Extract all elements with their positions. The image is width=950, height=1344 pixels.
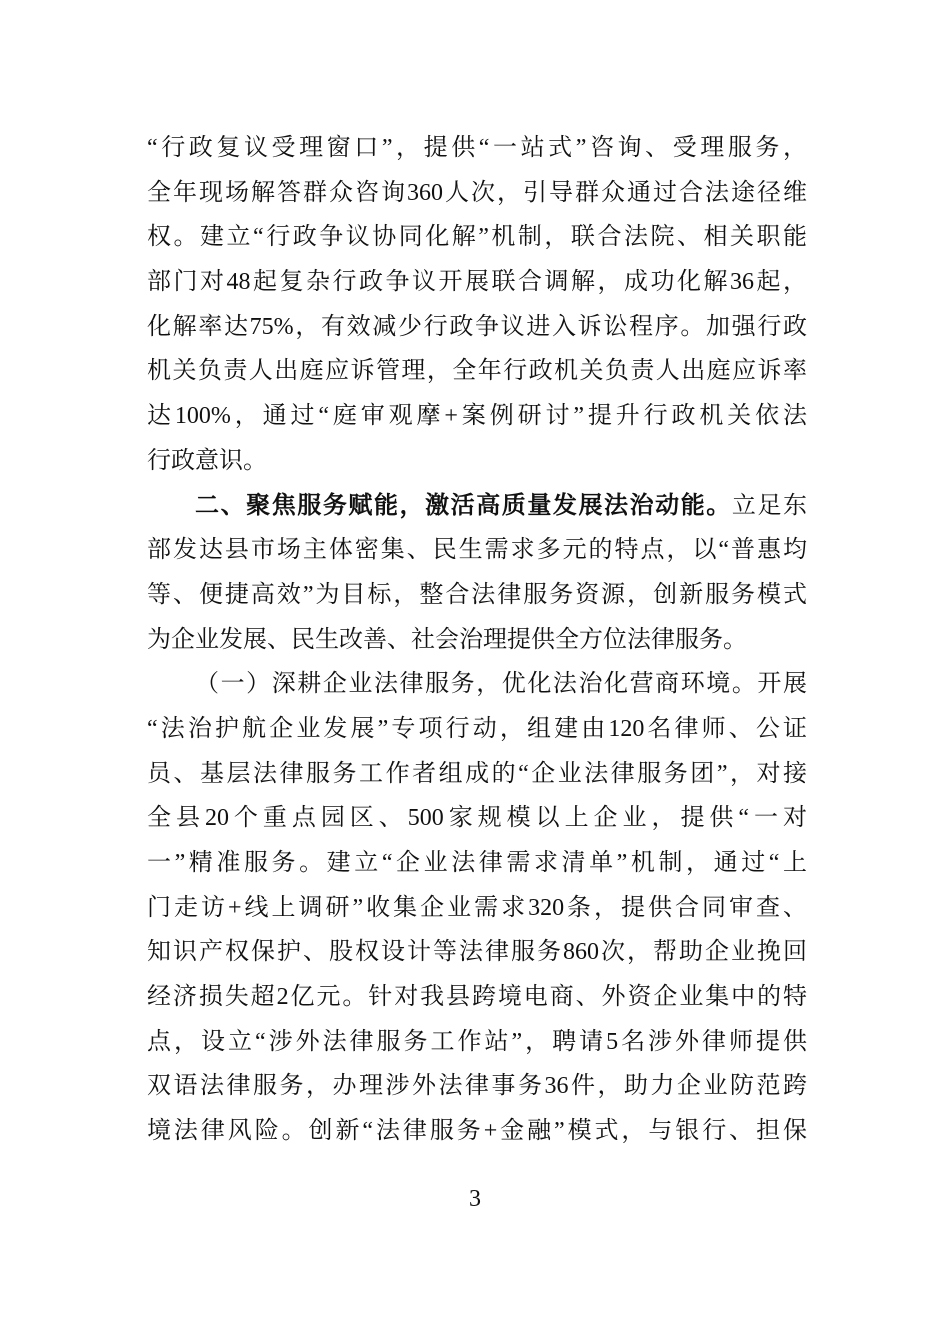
text-line: “行政复议受理窗口”，提供“一站式”咨询、受理服务， bbox=[147, 135, 807, 161]
text-line: 机关负责人出庭应诉管理，全年行政机关负责人出庭应诉率 bbox=[147, 358, 807, 385]
text-line: 等、便捷高效”为目标，整合法律服务资源，创新服务模式 bbox=[147, 581, 807, 608]
text-line: 为企业发展、民生改善、社会治理提供全方位法律服务。 bbox=[147, 626, 747, 653]
text-line: （一）深耕企业法律服务，优化法治化营商环境。开展 bbox=[195, 671, 807, 698]
text-line: 权。建立“行政争议协同化解”机制，联合法院、相关职能 bbox=[147, 224, 807, 251]
text-line: 化解率达75%，有效减少行政争议进入诉讼程序。加强行政 bbox=[147, 313, 807, 340]
text-line: 部发达县市场主体密集、民生需求多元的特点，以“普惠均 bbox=[147, 537, 807, 564]
text-line: 部门对48起复杂行政争议开展联合调解，成功化解36起， bbox=[147, 269, 807, 296]
paragraph-3 bbox=[147, 662, 807, 1154]
document-body bbox=[147, 126, 807, 1154]
text-line: “法治护航企业发展”专项行动，组建由120名律师、公证 bbox=[147, 715, 807, 742]
text-line: 全年现场解答群众咨询360人次，引导群众通过合法途径维 bbox=[147, 179, 807, 206]
text-line: 经济损失超2亿元。针对我县跨境电商、外资企业集中的特 bbox=[147, 984, 807, 1011]
text-line: 门走访+线上调研”收集企业需求320条，提供合同审查、 bbox=[147, 894, 807, 921]
page-number: 3 bbox=[469, 1186, 481, 1212]
text-line: 点，设立“涉外法律服务工作站”，聘请5名涉外律师提供 bbox=[147, 1028, 807, 1055]
text-span: 立足东 bbox=[731, 492, 808, 519]
paragraph-1 bbox=[147, 126, 807, 484]
text-line: 行政意识。 bbox=[147, 447, 267, 474]
text-line: 知识产权保护、股权设计等法律服务860次，帮助企业挽回 bbox=[147, 939, 807, 966]
text-line: 一”精准服务。建立“企业法律需求清单”机制，通过“上 bbox=[147, 850, 807, 876]
section-heading: 二、聚焦服务赋能，激活高质量发展法治动能。 bbox=[195, 492, 732, 519]
text-line: 双语法律服务，办理涉外法律事务36件，助力企业防范跨 bbox=[147, 1073, 807, 1100]
text-line: 员、基层法律服务工作者组成的“企业法律服务团”，对接 bbox=[147, 760, 807, 787]
text-line bbox=[147, 484, 807, 529]
text-line: 境法律风险。创新“法律服务+金融”模式，与银行、担保 bbox=[147, 1118, 807, 1145]
text-line: 达100%，通过“庭审观摩+案例研讨”提升行政机关依法 bbox=[147, 403, 807, 430]
text-line: 全县20个重点园区、500家规模以上企业，提供“一对 bbox=[147, 805, 807, 832]
paragraph-2 bbox=[147, 484, 807, 663]
